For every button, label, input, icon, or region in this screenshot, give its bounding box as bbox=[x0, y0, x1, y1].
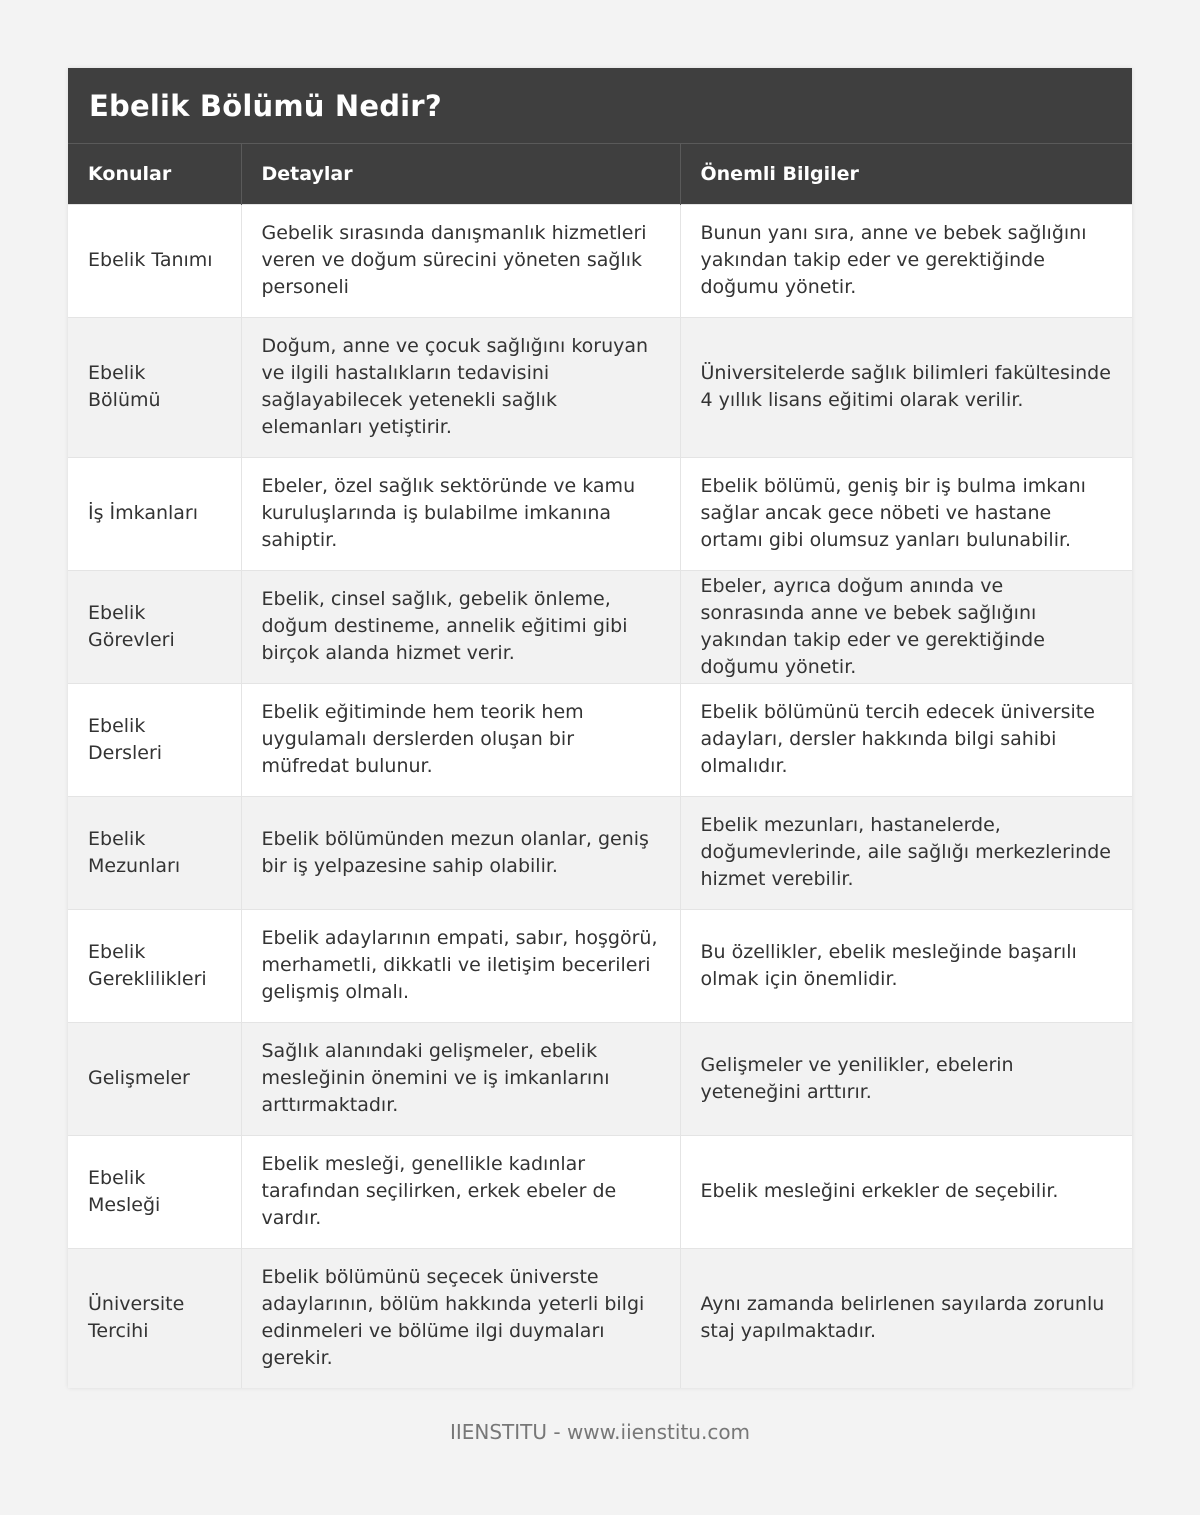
cell-info: Aynı zamanda belirlenen sayılarda zorunlu staj yapılmaktadır. bbox=[680, 1248, 1132, 1388]
cell-topic: Ebelik Gereklilikleri bbox=[68, 909, 241, 1022]
table-body bbox=[68, 204, 1132, 1388]
cell-details: Sağlık alanındaki gelişmeler, ebelik mesleğinin önemini ve iş imkanlarını arttırmaktadır. bbox=[241, 1022, 680, 1135]
page-title: Ebelik Bölümü Nedir? bbox=[89, 88, 442, 123]
cell-info: Ebelik bölümü, geniş bir iş bulma imkanı sağlar ancak gece nöbeti ve hastane ortamı gibi olumsuz yanları bulunabilir. bbox=[680, 457, 1132, 570]
cell-details: Ebelik eğitiminde hem teorik hem uygulamalı derslerden oluşan bir müfredat bulunur. bbox=[241, 683, 680, 796]
column-header-topics: Konular bbox=[68, 144, 241, 204]
table-row bbox=[68, 909, 1132, 1022]
cell-topic: Ebelik Mezunları bbox=[68, 796, 241, 909]
table-header bbox=[68, 144, 1132, 204]
cell-info: Gelişmeler ve yenilikler, ebelerin yeteneğini arttırır. bbox=[680, 1022, 1132, 1135]
column-header-details: Detaylar bbox=[241, 144, 680, 204]
cell-details: Ebeler, özel sağlık sektöründe ve kamu kuruluşlarında iş bulabilme imkanına sahiptir. bbox=[241, 457, 680, 570]
cell-details: Doğum, anne ve çocuk sağlığını koruyan ve ilgili hastalıkların tedavisini sağlayabilecek yetenekli sağlık elemanları yetiştirir. bbox=[241, 317, 680, 457]
cell-info: Üniversitelerde sağlık bilimleri fakültesinde 4 yıllık lisans eğitimi olarak verilir. bbox=[680, 317, 1132, 457]
cell-topic: Ebelik Dersleri bbox=[68, 683, 241, 796]
cell-details: Gebelik sırasında danışmanlık hizmetleri veren ve doğum sürecini yöneten sağlık personeli bbox=[241, 204, 680, 317]
table-row bbox=[68, 1022, 1132, 1135]
title-bar bbox=[68, 68, 1132, 144]
table-row bbox=[68, 204, 1132, 317]
cell-topic: Gelişmeler bbox=[68, 1022, 241, 1135]
cell-details: Ebelik bölümünden mezun olanlar, geniş bir iş yelpazesine sahip olabilir. bbox=[241, 796, 680, 909]
footer-credit: IIENSTITU - www.iienstitu.com bbox=[449, 1420, 751, 1444]
header-row bbox=[68, 144, 1132, 204]
table-row bbox=[68, 457, 1132, 570]
table-row bbox=[68, 1248, 1132, 1388]
cell-topic: İş İmkanları bbox=[68, 457, 241, 570]
cell-info: Ebelik bölümünü tercih edecek üniversite adayları, dersler hakkında bilgi sahibi olmalıdır. bbox=[680, 683, 1132, 796]
table-row bbox=[68, 317, 1132, 457]
cell-info: Ebelik mesleğini erkekler de seçebilir. bbox=[680, 1135, 1132, 1248]
cell-topic: Üniversite Tercihi bbox=[68, 1248, 241, 1388]
cell-info: Ebelik mezunları, hastanelerde, doğumevlerinde, aile sağlığı merkezlerinde hizmet verebilir. bbox=[680, 796, 1132, 909]
cell-info: Bu özellikler, ebelik mesleğinde başarılı olmak için önemlidir. bbox=[680, 909, 1132, 1022]
table-row bbox=[68, 683, 1132, 796]
cell-details: Ebelik, cinsel sağlık, gebelik önleme, doğum destineme, annelik eğitimi gibi birçok alanda hizmet verir. bbox=[241, 570, 680, 683]
table-row bbox=[68, 1135, 1132, 1248]
table-row bbox=[68, 570, 1132, 683]
info-table bbox=[68, 144, 1132, 1388]
cell-details: Ebelik adaylarının empati, sabır, hoşgörü, merhametli, dikkatli ve iletişim becerileri gelişmiş olmalı. bbox=[241, 909, 680, 1022]
content-card bbox=[68, 68, 1132, 1388]
cell-info: Bunun yanı sıra, anne ve bebek sağlığını yakından takip eder ve gerektiğinde doğumu yönetir. bbox=[680, 204, 1132, 317]
cell-info: Ebeler, ayrıca doğum anında ve sonrasında anne ve bebek sağlığını yakından takip eder ve gerektiğinde doğumu yönetir. bbox=[680, 570, 1132, 683]
table-row bbox=[68, 796, 1132, 909]
cell-details: Ebelik mesleği, genellikle kadınlar tarafından seçilirken, erkek ebeler de vardır. bbox=[241, 1135, 680, 1248]
cell-topic: Ebelik Mesleği bbox=[68, 1135, 241, 1248]
cell-topic: Ebelik Bölümü bbox=[68, 317, 241, 457]
cell-details: Ebelik bölümünü seçecek üniverste adaylarının, bölüm hakkında yeterli bilgi edinmeleri ve bölüme ilgi duymaları gerekir. bbox=[241, 1248, 680, 1388]
cell-topic: Ebelik Tanımı bbox=[68, 204, 241, 317]
cell-topic: Ebelik Görevleri bbox=[68, 570, 241, 683]
column-header-important-info: Önemli Bilgiler bbox=[680, 144, 1132, 204]
